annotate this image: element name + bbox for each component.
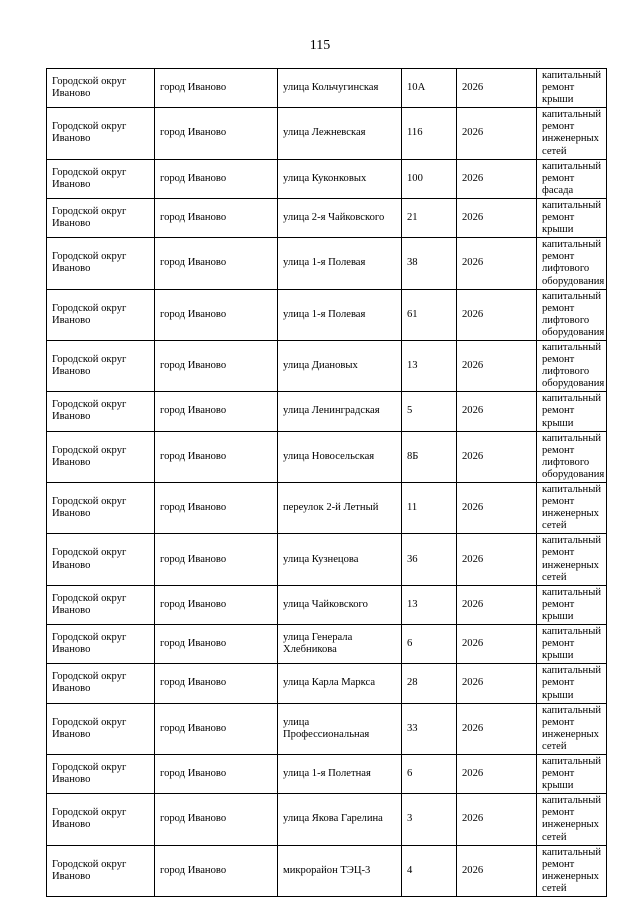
street-cell: улица Куконковых	[278, 159, 402, 198]
street-cell: улица 1-я Полевая	[278, 238, 402, 289]
house-number-cell: 33	[402, 703, 457, 754]
region-cell: Городской округ Иваново	[47, 198, 155, 237]
table-row	[47, 534, 607, 585]
region-cell: Городской округ Иваново	[47, 754, 155, 793]
street-cell: переулок 2-й Летный	[278, 483, 402, 534]
year-cell: 2026	[457, 845, 537, 896]
year-cell: 2026	[457, 754, 537, 793]
work-type-cell: капитальный ремонт инженерных сетей	[537, 845, 607, 896]
table-row	[47, 585, 607, 624]
table-row	[47, 754, 607, 793]
work-type-cell: капитальный ремонт инженерных сетей	[537, 108, 607, 159]
work-type-cell: капитальный ремонт инженерных сетей	[537, 534, 607, 585]
work-type-cell: капитальный ремонт лифтового оборудования	[537, 289, 607, 340]
street-cell: улица Лежневская	[278, 108, 402, 159]
work-type-cell: капитальный ремонт крыши	[537, 754, 607, 793]
city-cell: город Иваново	[155, 340, 278, 391]
region-cell: Городской округ Иваново	[47, 703, 155, 754]
street-cell: улица Генерала Хлебникова	[278, 625, 402, 664]
house-number-cell: 6	[402, 754, 457, 793]
table-row	[47, 289, 607, 340]
street-cell: улица Якова Гарелина	[278, 794, 402, 845]
region-cell: Городской округ Иваново	[47, 159, 155, 198]
year-cell: 2026	[457, 392, 537, 431]
street-cell: улица Чайковского	[278, 585, 402, 624]
repair-register-table	[46, 68, 607, 897]
city-cell: город Иваново	[155, 159, 278, 198]
city-cell: город Иваново	[155, 483, 278, 534]
table-row	[47, 703, 607, 754]
work-type-cell: капитальный ремонт лифтового оборудования	[537, 431, 607, 482]
house-number-cell: 116	[402, 108, 457, 159]
street-cell: микрорайон ТЭЦ-3	[278, 845, 402, 896]
year-cell: 2026	[457, 108, 537, 159]
table-row	[47, 483, 607, 534]
city-cell: город Иваново	[155, 69, 278, 108]
region-cell: Городской округ Иваново	[47, 69, 155, 108]
table-row	[47, 845, 607, 896]
year-cell: 2026	[457, 198, 537, 237]
region-cell: Городской округ Иваново	[47, 340, 155, 391]
year-cell: 2026	[457, 664, 537, 703]
work-type-cell: капитальный ремонт крыши	[537, 664, 607, 703]
year-cell: 2026	[457, 289, 537, 340]
street-cell: улица Новосельская	[278, 431, 402, 482]
year-cell: 2026	[457, 625, 537, 664]
work-type-cell: капитальный ремонт крыши	[537, 585, 607, 624]
city-cell: город Иваново	[155, 534, 278, 585]
work-type-cell: капитальный ремонт инженерных сетей	[537, 483, 607, 534]
house-number-cell: 100	[402, 159, 457, 198]
city-cell: город Иваново	[155, 794, 278, 845]
year-cell: 2026	[457, 703, 537, 754]
region-cell: Городской округ Иваново	[47, 483, 155, 534]
city-cell: город Иваново	[155, 703, 278, 754]
house-number-cell: 5	[402, 392, 457, 431]
house-number-cell: 6	[402, 625, 457, 664]
house-number-cell: 28	[402, 664, 457, 703]
city-cell: город Иваново	[155, 392, 278, 431]
house-number-cell: 13	[402, 585, 457, 624]
year-cell: 2026	[457, 585, 537, 624]
region-cell: Городской округ Иваново	[47, 534, 155, 585]
city-cell: город Иваново	[155, 754, 278, 793]
street-cell: улица 2-я Чайковского	[278, 198, 402, 237]
region-cell: Городской округ Иваново	[47, 585, 155, 624]
city-cell: город Иваново	[155, 238, 278, 289]
work-type-cell: капитальный ремонт крыши	[537, 69, 607, 108]
street-cell: улица Кузнецова	[278, 534, 402, 585]
table-row	[47, 794, 607, 845]
street-cell: улица Профессиональная	[278, 703, 402, 754]
region-cell: Городской округ Иваново	[47, 664, 155, 703]
house-number-cell: 36	[402, 534, 457, 585]
house-number-cell: 3	[402, 794, 457, 845]
house-number-cell: 11	[402, 483, 457, 534]
work-type-cell: капитальный ремонт лифтового оборудования	[537, 340, 607, 391]
year-cell: 2026	[457, 69, 537, 108]
year-cell: 2026	[457, 483, 537, 534]
work-type-cell: капитальный ремонт фасада	[537, 159, 607, 198]
work-type-cell: капитальный ремонт инженерных сетей	[537, 703, 607, 754]
table-row	[47, 198, 607, 237]
house-number-cell: 4	[402, 845, 457, 896]
table-body	[47, 69, 607, 897]
city-cell: город Иваново	[155, 625, 278, 664]
table-row	[47, 108, 607, 159]
street-cell: улица 1-я Полетная	[278, 754, 402, 793]
region-cell: Городской округ Иваново	[47, 625, 155, 664]
table-row	[47, 431, 607, 482]
table-row	[47, 664, 607, 703]
work-type-cell: капитальный ремонт крыши	[537, 625, 607, 664]
region-cell: Городской округ Иваново	[47, 392, 155, 431]
table-row	[47, 625, 607, 664]
city-cell: город Иваново	[155, 585, 278, 624]
house-number-cell: 61	[402, 289, 457, 340]
work-type-cell: капитальный ремонт инженерных сетей	[537, 794, 607, 845]
work-type-cell: капитальный ремонт крыши	[537, 198, 607, 237]
table-row	[47, 392, 607, 431]
region-cell: Городской округ Иваново	[47, 289, 155, 340]
table-row	[47, 69, 607, 108]
year-cell: 2026	[457, 340, 537, 391]
city-cell: город Иваново	[155, 289, 278, 340]
table-row	[47, 159, 607, 198]
page-number: 115	[309, 38, 331, 53]
street-cell: улица Кольчугинская	[278, 69, 402, 108]
year-cell: 2026	[457, 794, 537, 845]
year-cell: 2026	[457, 238, 537, 289]
house-number-cell: 13	[402, 340, 457, 391]
street-cell: улица Карла Маркса	[278, 664, 402, 703]
house-number-cell: 10А	[402, 69, 457, 108]
region-cell: Городской округ Иваново	[47, 238, 155, 289]
work-type-cell: капитальный ремонт лифтового оборудования	[537, 238, 607, 289]
house-number-cell: 38	[402, 238, 457, 289]
city-cell: город Иваново	[155, 198, 278, 237]
city-cell: город Иваново	[155, 108, 278, 159]
year-cell: 2026	[457, 159, 537, 198]
region-cell: Городской округ Иваново	[47, 108, 155, 159]
city-cell: город Иваново	[155, 664, 278, 703]
table-row	[47, 340, 607, 391]
work-type-cell: капитальный ремонт крыши	[537, 392, 607, 431]
region-cell: Городской округ Иваново	[47, 794, 155, 845]
street-cell: улица Диановых	[278, 340, 402, 391]
street-cell: улица Ленинградская	[278, 392, 402, 431]
house-number-cell: 21	[402, 198, 457, 237]
house-number-cell: 8Б	[402, 431, 457, 482]
year-cell: 2026	[457, 431, 537, 482]
region-cell: Городской округ Иваново	[47, 431, 155, 482]
region-cell: Городской округ Иваново	[47, 845, 155, 896]
city-cell: город Иваново	[155, 845, 278, 896]
table-row	[47, 238, 607, 289]
city-cell: город Иваново	[155, 431, 278, 482]
street-cell: улица 1-я Полевая	[278, 289, 402, 340]
year-cell: 2026	[457, 534, 537, 585]
